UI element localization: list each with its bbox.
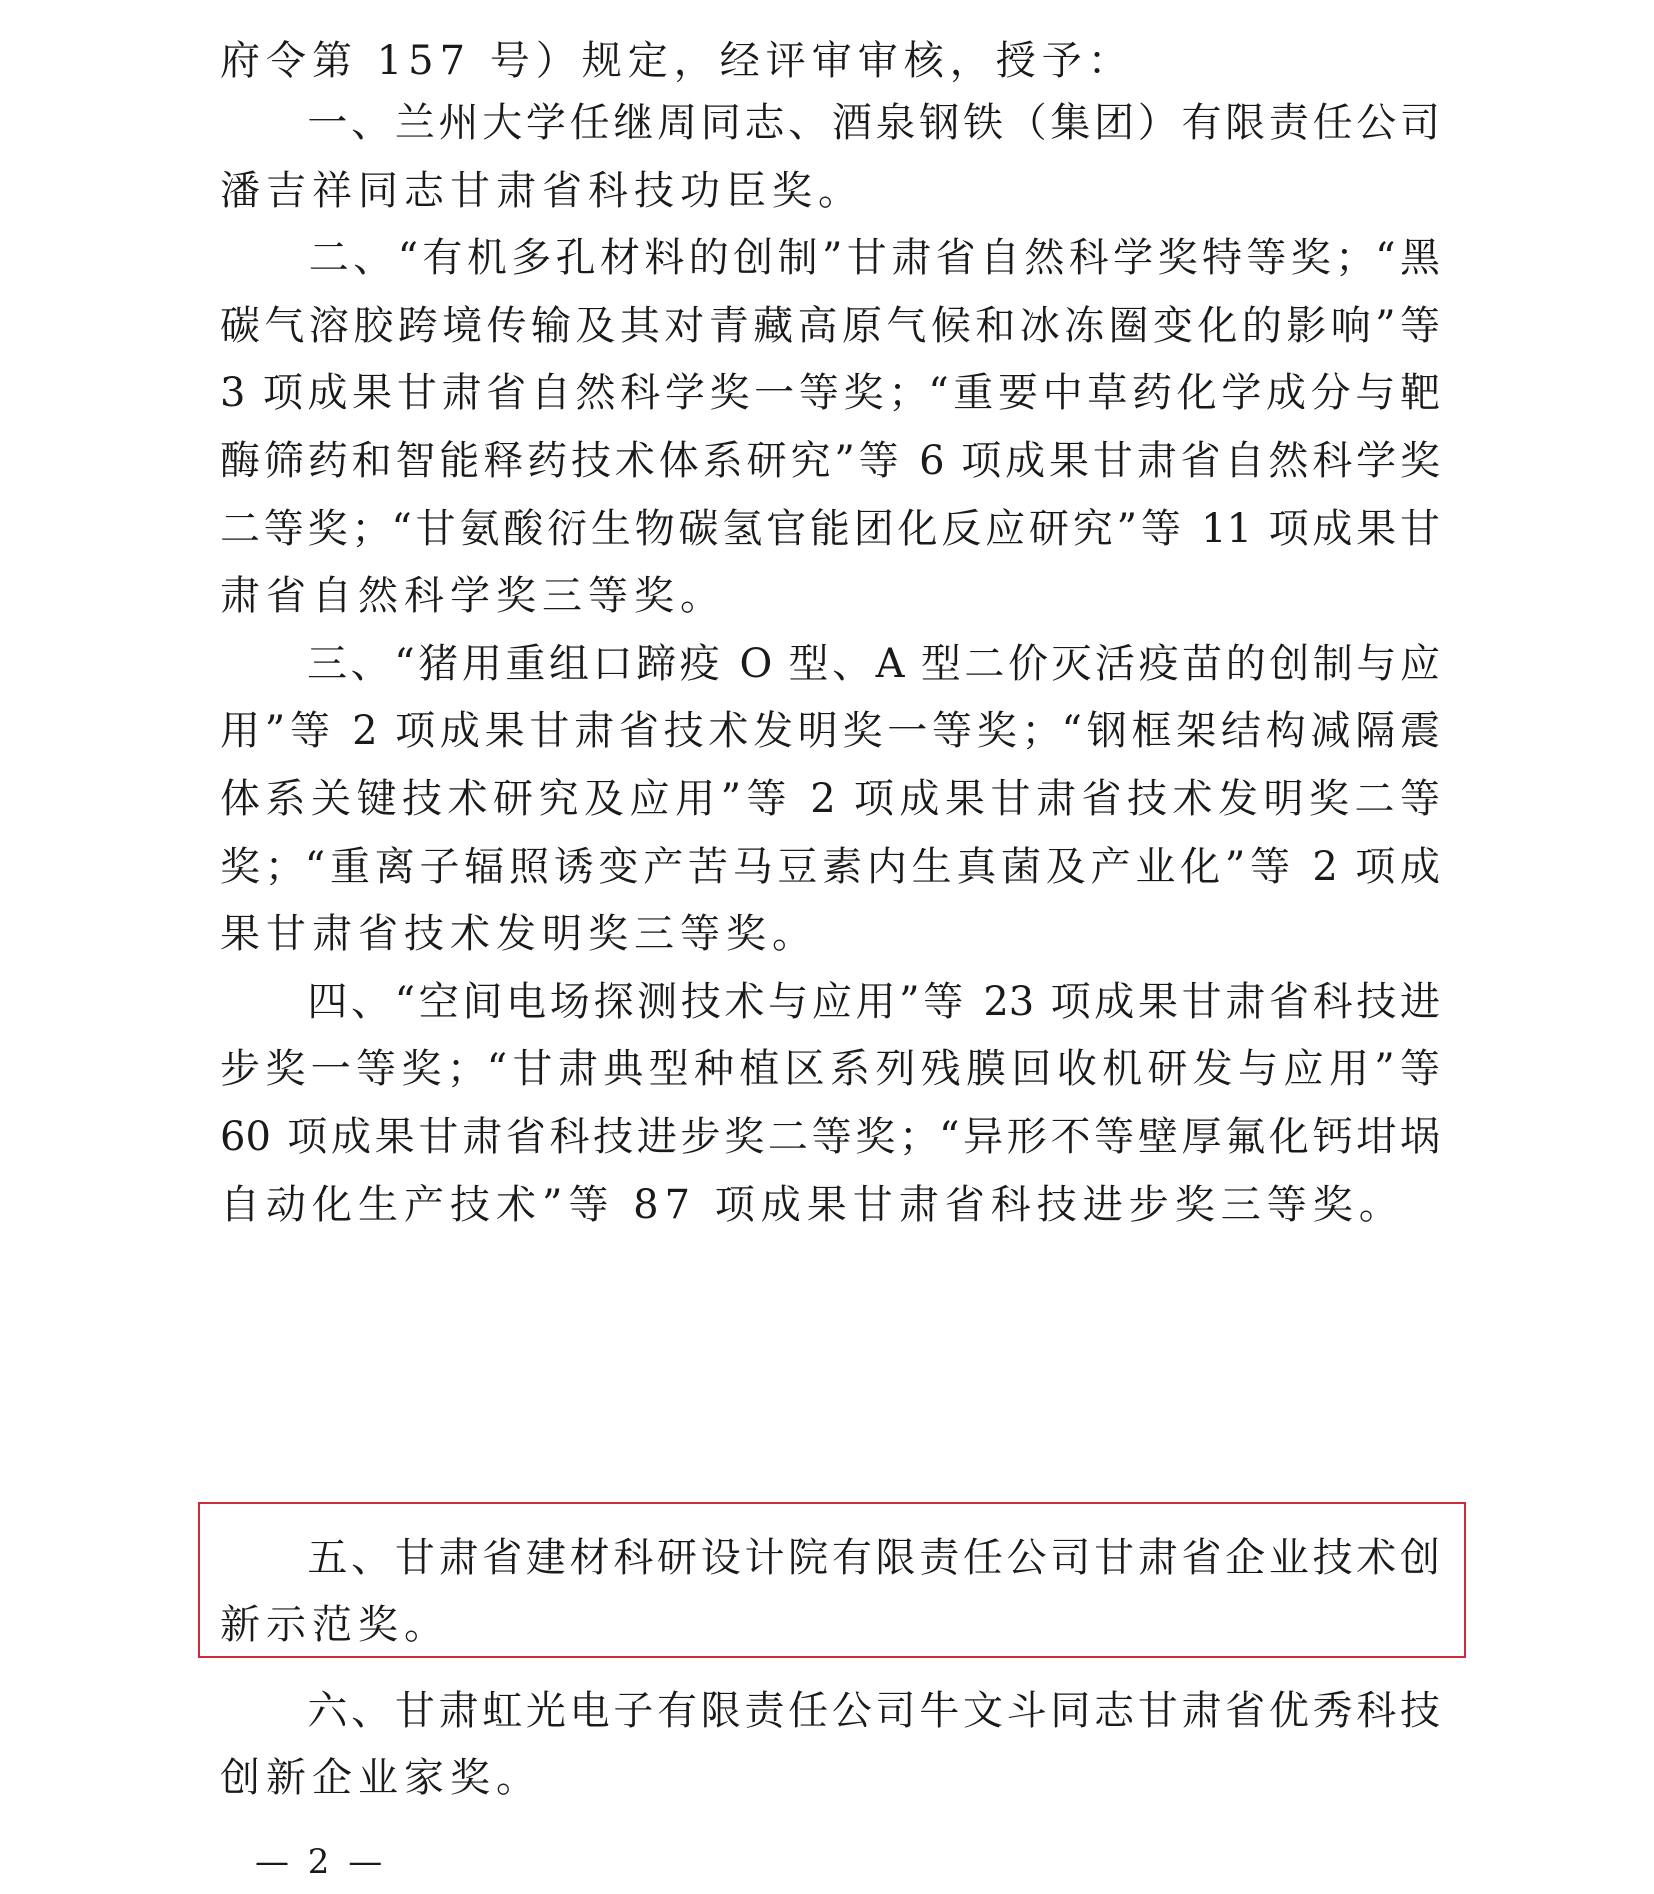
- text-line-21: 六、甘肃虹光电子有限责任公司牛文斗同志甘肃省优秀科技: [220, 1688, 1440, 1734]
- text-line-22: 创新企业家奖。: [220, 1755, 542, 1801]
- text-line-20: 新示范奖。: [220, 1602, 450, 1648]
- text-line-15: 四、“空间电场探测技术与应用”等 23 项成果甘肃省科技进: [220, 979, 1440, 1025]
- text-line-4: 二、“有机多孔材料的创制”甘肃省自然科学奖特等奖；“黑: [220, 235, 1440, 281]
- text-line-3: 潘吉祥同志甘肃省科技功臣奖。: [220, 168, 864, 214]
- text-line-13: 奖；“重离子辐照诱变产苦马豆素内生真菌及产业化”等 2 项成: [220, 844, 1440, 890]
- page-number: — 2 —: [255, 1842, 387, 1882]
- text-line-18: 自动化生产技术”等 87 项成果甘肃省科技进步奖三等奖。: [220, 1182, 1405, 1228]
- text-line-17: 60 项成果甘肃省科技进步奖二等奖；“异形不等壁厚氟化钙坩埚: [220, 1114, 1440, 1160]
- text-line-8: 二等奖；“甘氨酸衍生物碳氢官能团化反应研究”等 11 项成果甘: [220, 506, 1440, 552]
- text-line-11: 用”等 2 项成果甘肃省技术发明奖一等奖；“钢框架结构减隔震: [220, 708, 1440, 754]
- text-line-5: 碳气溶胶跨境传输及其对青藏高原气候和冰冻圈变化的影响”等: [220, 303, 1440, 349]
- text-line-12: 体系关键技术研究及应用”等 2 项成果甘肃省技术发明奖二等: [220, 776, 1440, 822]
- text-line-2: 一、兰州大学任继周同志、酒泉钢铁（集团）有限责任公司: [220, 100, 1440, 146]
- text-line-14: 果甘肃省技术发明奖三等奖。: [220, 911, 818, 957]
- text-line-6: 3 项成果甘肃省自然科学奖一等奖；“重要中草药化学成分与靶: [220, 370, 1440, 416]
- text-line-7: 酶筛药和智能释药技术体系研究”等 6 项成果甘肃省自然科学奖: [220, 438, 1440, 484]
- text-line-9: 肃省自然科学奖三等奖。: [220, 573, 726, 619]
- text-line-16: 步奖一等奖；“甘肃典型种植区系列残膜回收机研发与应用”等: [220, 1046, 1440, 1092]
- text-line-1: 府令第 157 号）规定，经评审审核，授予：: [220, 38, 1134, 84]
- text-line-19: 五、甘肃省建材科研设计院有限责任公司甘肃省企业技术创: [220, 1535, 1440, 1581]
- text-line-10: 三、“猪用重组口蹄疫 O 型、A 型二价灭活疫苗的创制与应: [220, 641, 1440, 687]
